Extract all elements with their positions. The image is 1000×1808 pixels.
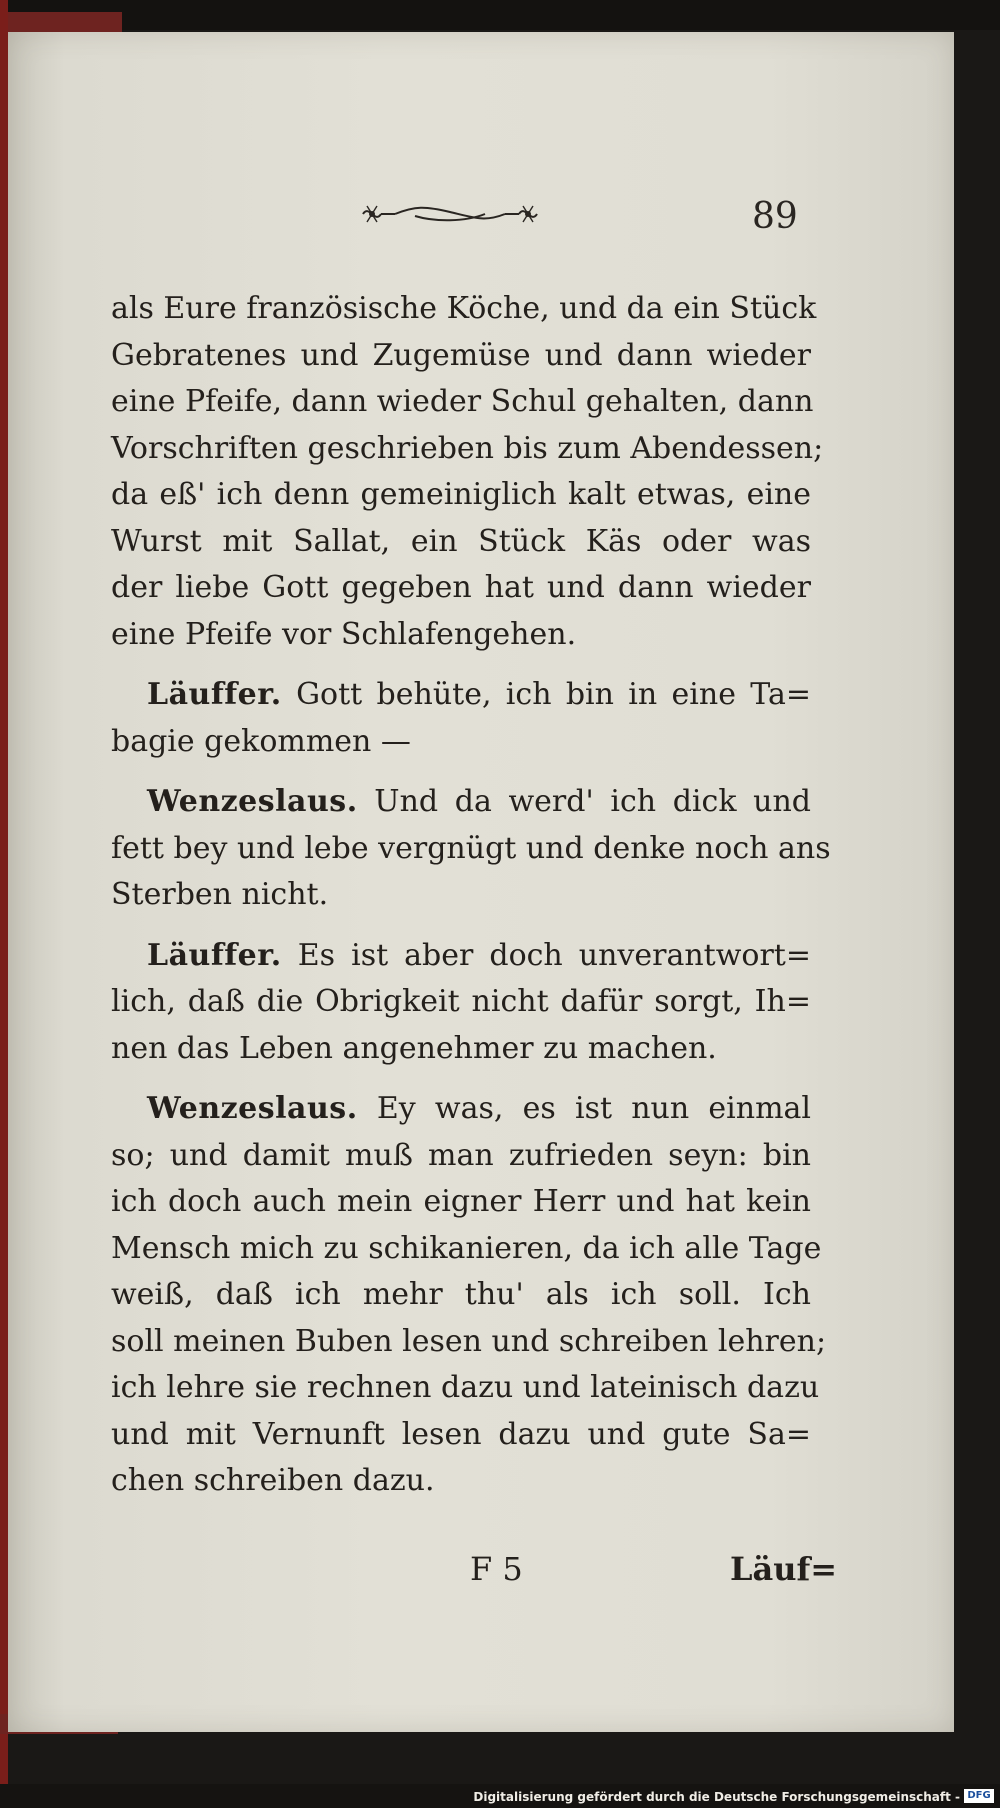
catchword: Läuf= (730, 1550, 838, 1588)
text-line (147, 779, 811, 826)
paragraph (111, 779, 811, 826)
text-line: fett bey und lebe vergnügt und denke noch ans (111, 830, 831, 866)
text-line: Vorschriften geschrieben bis zum Abendessen; (111, 430, 824, 466)
text-line: Gebratenes und Zugemüse und dann wieder (111, 337, 811, 373)
text-line: chen schreiben dazu. (111, 1463, 435, 1498)
text-line (147, 1086, 811, 1133)
text-line: ich lehre sie rechnen dazu und lateinisch dazu (111, 1370, 820, 1405)
text-line: Sterben nicht. (111, 877, 329, 912)
text-line: nen das Leben angenehmer zu machen. (111, 1030, 717, 1066)
paragraph-continuation (111, 719, 811, 766)
speech-text: Und da werd' ich dick und (374, 784, 811, 819)
text-line: ich doch auch mein eigner Herr und hat kein (111, 1184, 811, 1219)
speaker-name: Wenzeslaus. (147, 784, 358, 819)
text-line: lich, daß die Obrigkeit nicht dafür sorgt, Ih= (111, 984, 811, 1019)
text-line: so; und damit muß man zufrieden seyn: bin (111, 1137, 811, 1173)
text-line: da eß' ich denn gemeiniglich kalt etwas, eine (111, 477, 811, 512)
text-line: soll meinen Buben lesen und schreiben lehren; (111, 1323, 827, 1359)
speech-text: Gott behüte, ich bin in eine Ta= (296, 677, 811, 712)
speaker-name: Wenzeslaus. (147, 1091, 358, 1126)
paragraph (111, 1086, 811, 1133)
text-line: Mensch mich zu schikanieren, da ich alle Tage (111, 1230, 822, 1266)
speaker-name: Läuffer. (147, 677, 282, 712)
printer-ornament-icon (355, 196, 545, 232)
digitization-credit: Digitalisierung gefördert durch die Deutsche Forschungsgemeinschaft - (473, 1790, 960, 1804)
speech-text: Ey was, es ist nun einmal (376, 1091, 811, 1126)
paragraph (111, 286, 824, 658)
speaker-name: Läuffer. (147, 937, 282, 973)
speech-text: Es ist aber doch unverantwort= (297, 937, 811, 973)
scan-top-border (0, 0, 1000, 30)
text-line: eine Pfeife, dann wieder Schul gehalten, dann (111, 384, 814, 419)
text-line: bagie gekommen — (111, 723, 411, 759)
paragraph-continuation (111, 1133, 827, 1505)
text-line: und mit Vernunft lesen dazu und gute Sa= (111, 1416, 811, 1452)
paragraph-continuation (111, 979, 811, 1072)
text-line: als Eure französische Köche, und da ein Stück (111, 291, 817, 326)
text-line (147, 672, 811, 719)
text-line (147, 933, 811, 980)
text-line: weiß, daß ich mehr thu' als ich soll. Ich (111, 1277, 811, 1312)
signature-mark: F 5 (470, 1550, 523, 1588)
paragraph (111, 672, 811, 719)
dfg-logo: DFG (964, 1789, 994, 1803)
page-footer (8, 1550, 954, 1600)
text-line: eine Pfeife vor Schlafengehen. (111, 616, 577, 652)
book-page (8, 32, 954, 1732)
paragraph (111, 933, 811, 980)
text-line: der liebe Gott gegeben hat und dann wieder (111, 570, 811, 605)
text-line: Wurst mit Sallat, ein Stück Käs oder was (111, 523, 811, 559)
paragraph-continuation (111, 826, 831, 919)
book-spine-edge (0, 0, 8, 1808)
body-text (111, 286, 831, 1505)
page-number: 89 (752, 196, 798, 237)
scan-color-strip-top (0, 12, 122, 34)
